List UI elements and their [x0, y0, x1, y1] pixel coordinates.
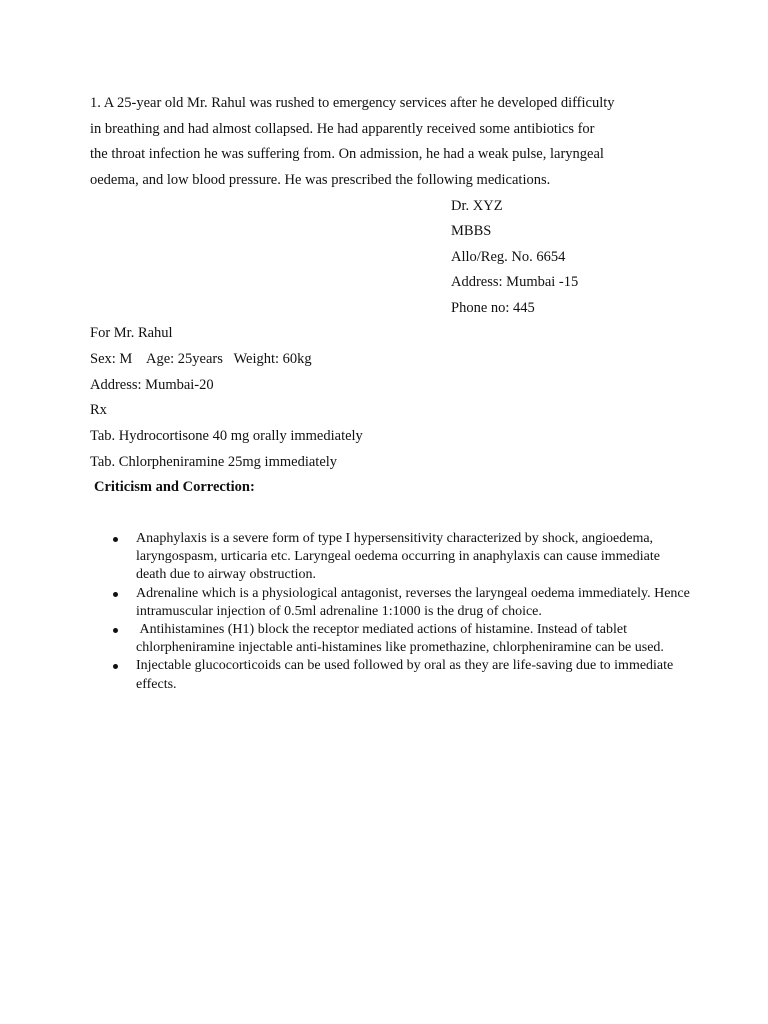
- list-item: [110, 530, 690, 585]
- bullet-icon: [113, 537, 118, 542]
- doctor-reg: Allo/Reg. No. 6654: [451, 249, 566, 265]
- bullet-icon: [113, 664, 118, 669]
- rx-symbol: Rx: [90, 402, 107, 418]
- case-line-4: oedema, and low blood pressure. He was prescribed the following medications.: [90, 172, 551, 188]
- criticism-heading: Criticism and Correction:: [94, 479, 255, 495]
- patient-address: Address: Mumbai-20: [90, 377, 214, 393]
- list-item: [110, 621, 690, 657]
- criticism-point-4: Injectable glucocorticoids can be used followed by oral as they are life-saving due to immediate effects.: [136, 658, 674, 692]
- rx-item-1: Tab. Hydrocortisone 40 mg orally immediately: [90, 428, 363, 444]
- bullet-icon: [113, 592, 118, 597]
- case-line-2: in breathing and had almost collapsed. He had apparently received some antibiotics for: [90, 121, 595, 137]
- criticism-point-3: Antihistamines (H1) block the receptor mediated actions of histamine. Instead of tablet chlorpheniramine injectable anti-histamines like promethazine, chlorpheniramine can be used.: [136, 622, 664, 656]
- criticism-point-2: Adrenaline which is a physiological antagonist, reverses the laryngeal oedema immediately. Hence intramuscular injection of 0.5ml adrenaline 1:1000 is the drug of choice.: [136, 585, 690, 619]
- doctor-name: Dr. XYZ: [451, 198, 503, 214]
- patient-for: For Mr. Rahul: [90, 325, 173, 341]
- doctor-degree: MBBS: [451, 223, 492, 239]
- patient-details: Sex: M Age: 25years Weight: 60kg: [90, 351, 312, 367]
- criticism-list: [110, 530, 690, 694]
- doctor-address: Address: Mumbai -15: [451, 274, 579, 290]
- list-item: [110, 585, 690, 621]
- bullet-icon: [113, 628, 118, 633]
- doctor-phone: Phone no: 445: [451, 300, 535, 316]
- case-line-1: 1. A 25-year old Mr. Rahul was rushed to emergency services after he developed difficulty: [90, 95, 615, 111]
- list-item: [110, 657, 690, 693]
- criticism-point-1: Anaphylaxis is a severe form of type I hypersensitivity characterized by shock, angioedema, laryngospasm, urticaria etc. Laryngeal oedema occurring in anaphylaxis can cause immediate death due to airway obstruction.: [136, 531, 661, 583]
- rx-item-2: Tab. Chlorpheniramine 25mg immediately: [90, 454, 338, 470]
- case-line-3: the throat infection he was suffering from. On admission, he had a weak pulse, laryngeal: [90, 146, 604, 162]
